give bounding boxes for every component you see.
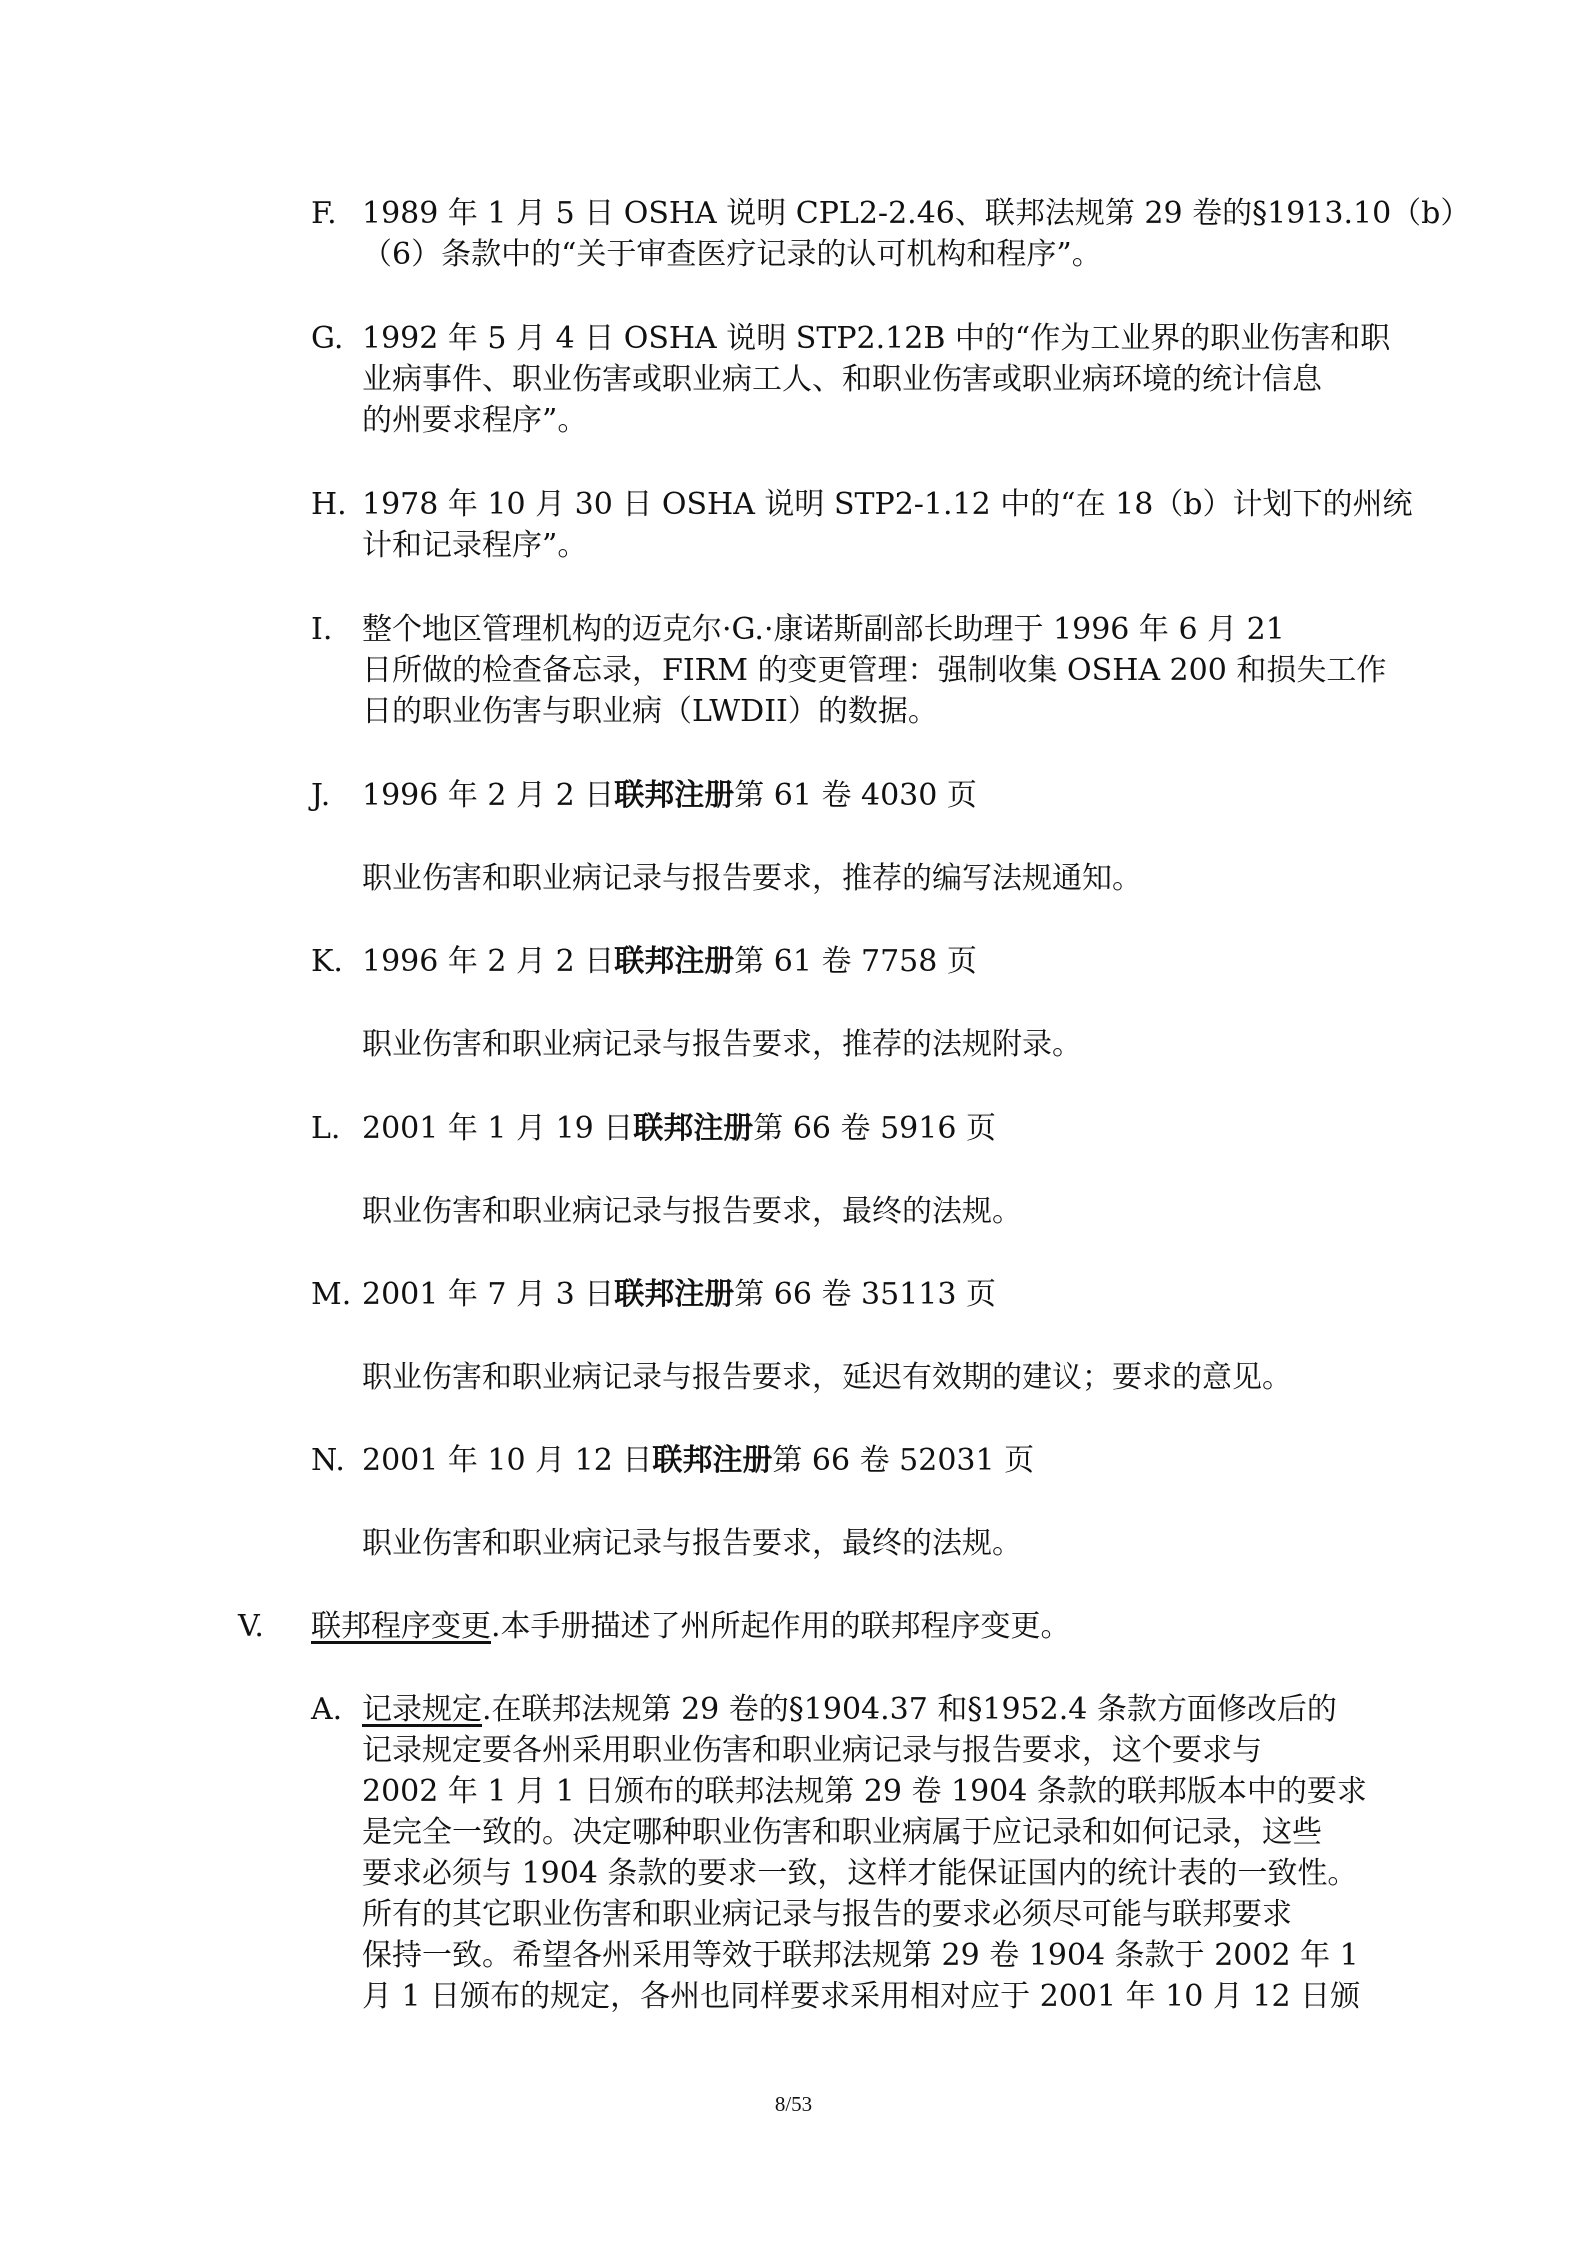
item-line: 日所做的检查备忘录，FIRM 的变更管理：强制收集 OSHA 200 和损失工作 <box>362 653 1387 688</box>
federal-register-label: 联邦注册 <box>614 944 735 979</box>
item-date: 2001 年 7 月 3 日 <box>362 1277 615 1312</box>
item-line: 1992 年 5 月 4 日 OSHA 说明 STP2.12B 中的“作为工业界的职业伤害和职 <box>362 321 1391 356</box>
subsection-line: 所有的其它职业伤害和职业病记录与报告的要求必须尽可能与联邦要求 <box>362 1897 1292 1932</box>
section-marker: V. <box>238 1609 264 1644</box>
item-reference: 第 61 卷 7758 页 <box>734 944 977 979</box>
item-description: 职业伤害和职业病记录与报告要求，延迟有效期的建议；要求的意见。 <box>362 1360 1292 1395</box>
item-marker: L. <box>311 1111 341 1146</box>
item-description: 职业伤害和职业病记录与报告要求，推荐的法规附录。 <box>362 1027 1082 1062</box>
item-reference: 第 66 卷 52031 页 <box>772 1443 1035 1478</box>
item-date: 1996 年 2 月 2 日 <box>362 778 615 813</box>
item-marker: M. <box>311 1277 352 1312</box>
item-date: 1996 年 2 月 2 日 <box>362 944 615 979</box>
item-line: 业病事件、职业伤害或职业病工人、和职业伤害或职业病环境的统计信息 <box>362 362 1322 397</box>
subsection-line: 要求必须与 1904 条款的要求一致，这样才能保证国内的统计表的一致性。 <box>362 1856 1358 1891</box>
item-marker: K. <box>311 944 343 979</box>
item-line: 1978 年 10 月 30 日 OSHA 说明 STP2-1.12 中的“在 18（b）计划下的州统 <box>362 487 1413 522</box>
item-line: 日的职业伤害与职业病（LWDII）的数据。 <box>362 694 938 729</box>
item-marker: I. <box>311 612 333 647</box>
federal-register-label: 联邦注册 <box>633 1111 754 1146</box>
federal-register-label: 联邦注册 <box>652 1443 773 1478</box>
item-marker: F. <box>311 196 337 231</box>
item-date: 2001 年 10 月 12 日 <box>362 1443 653 1478</box>
subsection-line: 2002 年 1 月 1 日颁布的联邦法规第 29 卷 1904 条款的联邦版本中的要求 <box>362 1774 1367 1809</box>
item-line: （6）条款中的“关于审查医疗记录的认可机构和程序”。 <box>362 237 1102 272</box>
subsection-line: 记录规定要各州采用职业伤害和职业病记录与报告要求，这个要求与 <box>362 1733 1262 1768</box>
federal-register-label: 联邦注册 <box>614 778 735 813</box>
item-description: 职业伤害和职业病记录与报告要求，最终的法规。 <box>362 1194 1022 1229</box>
section-title: 联邦程序变更 <box>311 1609 491 1644</box>
item-line: 整个地区管理机构的迈克尔·G.·康诺斯副部长助理于 1996 年 6 月 21 <box>362 612 1285 647</box>
subsection-marker: A. <box>311 1692 343 1727</box>
page-number: 8/53 <box>774 2092 813 2116</box>
subsection-title: 记录规定 <box>362 1692 482 1727</box>
item-description: 职业伤害和职业病记录与报告要求，最终的法规。 <box>362 1526 1022 1561</box>
item-marker: G. <box>311 321 344 356</box>
item-marker: J. <box>311 778 331 813</box>
item-line: 计和记录程序”。 <box>362 528 588 563</box>
subsection-line: 是完全一致的。决定哪种职业伤害和职业病属于应记录和如何记录，这些 <box>362 1815 1322 1850</box>
item-line: 的州要求程序”。 <box>362 403 588 438</box>
item-reference: 第 66 卷 5916 页 <box>753 1111 996 1146</box>
item-marker: H. <box>311 487 347 522</box>
item-reference: 第 61 卷 4030 页 <box>734 778 977 813</box>
subsection-line: 月 1 日颁布的规定，各州也同样要求采用相对应于 2001 年 10 月 12 日颁 <box>362 1979 1361 2014</box>
item-reference: 第 66 卷 35113 页 <box>734 1277 996 1312</box>
federal-register-label: 联邦注册 <box>614 1277 735 1312</box>
item-date: 2001 年 1 月 19 日 <box>362 1111 634 1146</box>
item-description: 职业伤害和职业病记录与报告要求，推荐的编写法规通知。 <box>362 861 1142 896</box>
subsection-line: 保持一致。希望各州采用等效于联邦法规第 29 卷 1904 条款于 2002 年 1 <box>362 1938 1359 1973</box>
item-marker: N. <box>311 1443 345 1478</box>
item-line: 1989 年 1 月 5 日 OSHA 说明 CPL2-2.46、联邦法规第 29 卷的§1913.10（b） <box>362 196 1471 231</box>
subsection-line: .在联邦法规第 29 卷的§1904.37 和§1952.4 条款方面修改后的 <box>482 1692 1337 1727</box>
section-text: .本手册描述了州所起作用的联邦程序变更。 <box>491 1609 1071 1644</box>
